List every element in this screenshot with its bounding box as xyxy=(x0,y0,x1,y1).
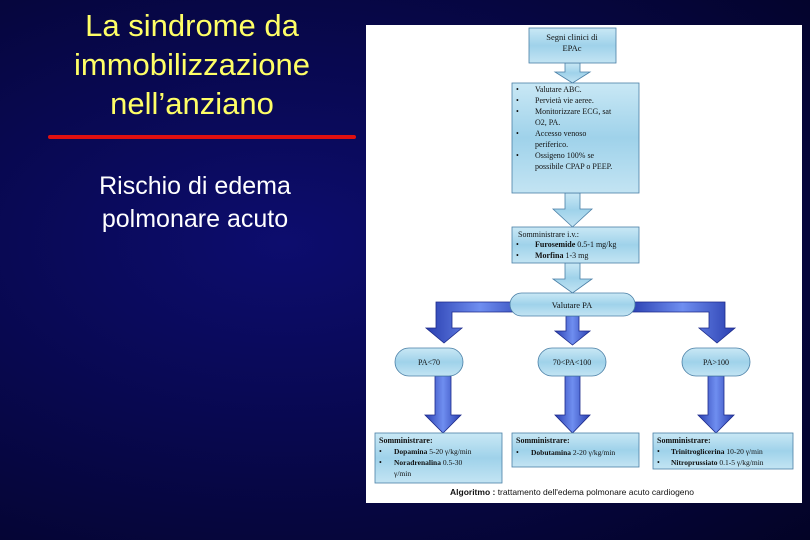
drug-name: Dobutamina xyxy=(531,448,572,457)
outcome-title: Somministrare: xyxy=(657,436,711,445)
bullet-icon: • xyxy=(516,85,519,94)
drug-name: Noradrenalina xyxy=(394,458,441,467)
branch-label: PA>100 xyxy=(702,358,730,367)
assessment-item: possibile CPAP o PEEP. xyxy=(535,162,613,171)
outcome-drug xyxy=(531,448,615,457)
start-line: EPAc xyxy=(562,43,582,53)
drug-dose: 0.5-30 xyxy=(440,458,463,467)
bullet-icon: • xyxy=(516,240,519,249)
bullet-icon: • xyxy=(516,448,519,457)
assessment-item: Ossigeno 100% se xyxy=(535,151,595,160)
connector-arrow xyxy=(553,263,592,293)
outcome-arrow-center xyxy=(555,376,590,433)
outcome-drug xyxy=(394,447,472,456)
connector-arrow xyxy=(555,63,590,83)
decision-oval xyxy=(510,293,635,316)
caption-label: Algoritmo : xyxy=(450,487,496,497)
decision-label: Valutare PA xyxy=(551,300,593,310)
slide-subtitle xyxy=(40,170,350,236)
slide-title-line: La sindrome da xyxy=(85,8,299,43)
outcome-drug xyxy=(671,458,764,467)
branch-label: PA<70 xyxy=(417,358,441,367)
drug-name: Dopamina xyxy=(394,447,428,456)
branch-arrow-right xyxy=(630,302,735,343)
outcome-drug xyxy=(393,469,411,478)
drug-dose: 2-20 γ/kg/min xyxy=(571,448,616,457)
drug-dose: 1-3 mg xyxy=(563,251,589,260)
branch-oval-low xyxy=(395,348,463,376)
drug-dose: 5-20 γ/kg/min xyxy=(427,447,472,456)
start-box xyxy=(529,28,616,63)
iv-drug xyxy=(535,251,588,260)
assessment-item: Pervietà vie aeree. xyxy=(535,96,594,105)
branch-oval-high xyxy=(682,348,750,376)
slide-subtitle-line: polmonare acuto xyxy=(101,205,289,233)
title-divider xyxy=(48,135,356,139)
bullet-icon: • xyxy=(516,151,519,160)
assessment-item: periferico. xyxy=(535,140,569,149)
outcome-box-low xyxy=(375,433,502,483)
slide-title xyxy=(22,6,362,123)
iv-drug xyxy=(535,240,616,249)
flowchart-caption xyxy=(450,487,694,497)
bullet-icon: • xyxy=(516,96,519,105)
slide-title-line: immobilizzazione xyxy=(73,47,311,82)
assessment-item: O2, PA. xyxy=(535,118,561,127)
bullet-icon: • xyxy=(657,458,660,467)
drug-name: Furosemide xyxy=(535,240,576,249)
iv-therapy-box xyxy=(512,227,639,263)
drug-name: Trinitroglicerina xyxy=(671,447,725,456)
start-line: Segni clinici di xyxy=(546,32,598,42)
drug-dose: γ/min xyxy=(394,469,412,478)
drug-dose: 10-20 γ/min xyxy=(724,447,763,456)
outcome-title: Somministrare: xyxy=(379,436,433,445)
outcome-box-mid xyxy=(512,433,639,467)
branch-arrow-center xyxy=(555,316,590,345)
caption-text: trattamento dell'edema polmonare acuto cardiogeno xyxy=(495,487,694,497)
bullet-icon: • xyxy=(516,129,519,138)
slide-subtitle-line: Rischio di edema xyxy=(99,172,291,200)
bullet-icon: • xyxy=(379,458,382,467)
assessment-item: Monitorizzare ECG, sat xyxy=(535,107,612,116)
assessment-item: Valutare ABC. xyxy=(535,85,582,94)
drug-dose: 0.5-1 mg/kg xyxy=(575,240,617,249)
initial-assessment-box xyxy=(512,83,639,193)
bullet-icon: • xyxy=(516,251,519,260)
branch-label: 70<PA<100 xyxy=(552,358,592,367)
slide-title-line: nell’anziano xyxy=(110,86,274,121)
assessment-item: Accesso venoso xyxy=(535,129,587,138)
bullet-icon: • xyxy=(379,447,382,456)
algorithm-flowchart xyxy=(366,25,802,503)
drug-dose: 0.1-5 γ/kg/min xyxy=(717,458,764,467)
outcome-drug xyxy=(394,458,462,467)
outcome-arrow-right xyxy=(698,376,734,433)
drug-name: Morfina xyxy=(535,251,564,260)
outcome-box-high xyxy=(653,433,793,469)
outcome-drug xyxy=(671,447,763,456)
connector-arrow xyxy=(553,193,592,227)
bullet-icon: • xyxy=(657,447,660,456)
bullet-icon: • xyxy=(516,107,519,116)
branch-oval-mid xyxy=(538,348,606,376)
outcome-title: Somministrare: xyxy=(516,436,570,445)
iv-therapy-title: Somministrare i.v.: xyxy=(518,230,580,239)
drug-name: Nitroprussiato xyxy=(671,458,718,467)
outcome-arrow-left xyxy=(425,376,461,433)
